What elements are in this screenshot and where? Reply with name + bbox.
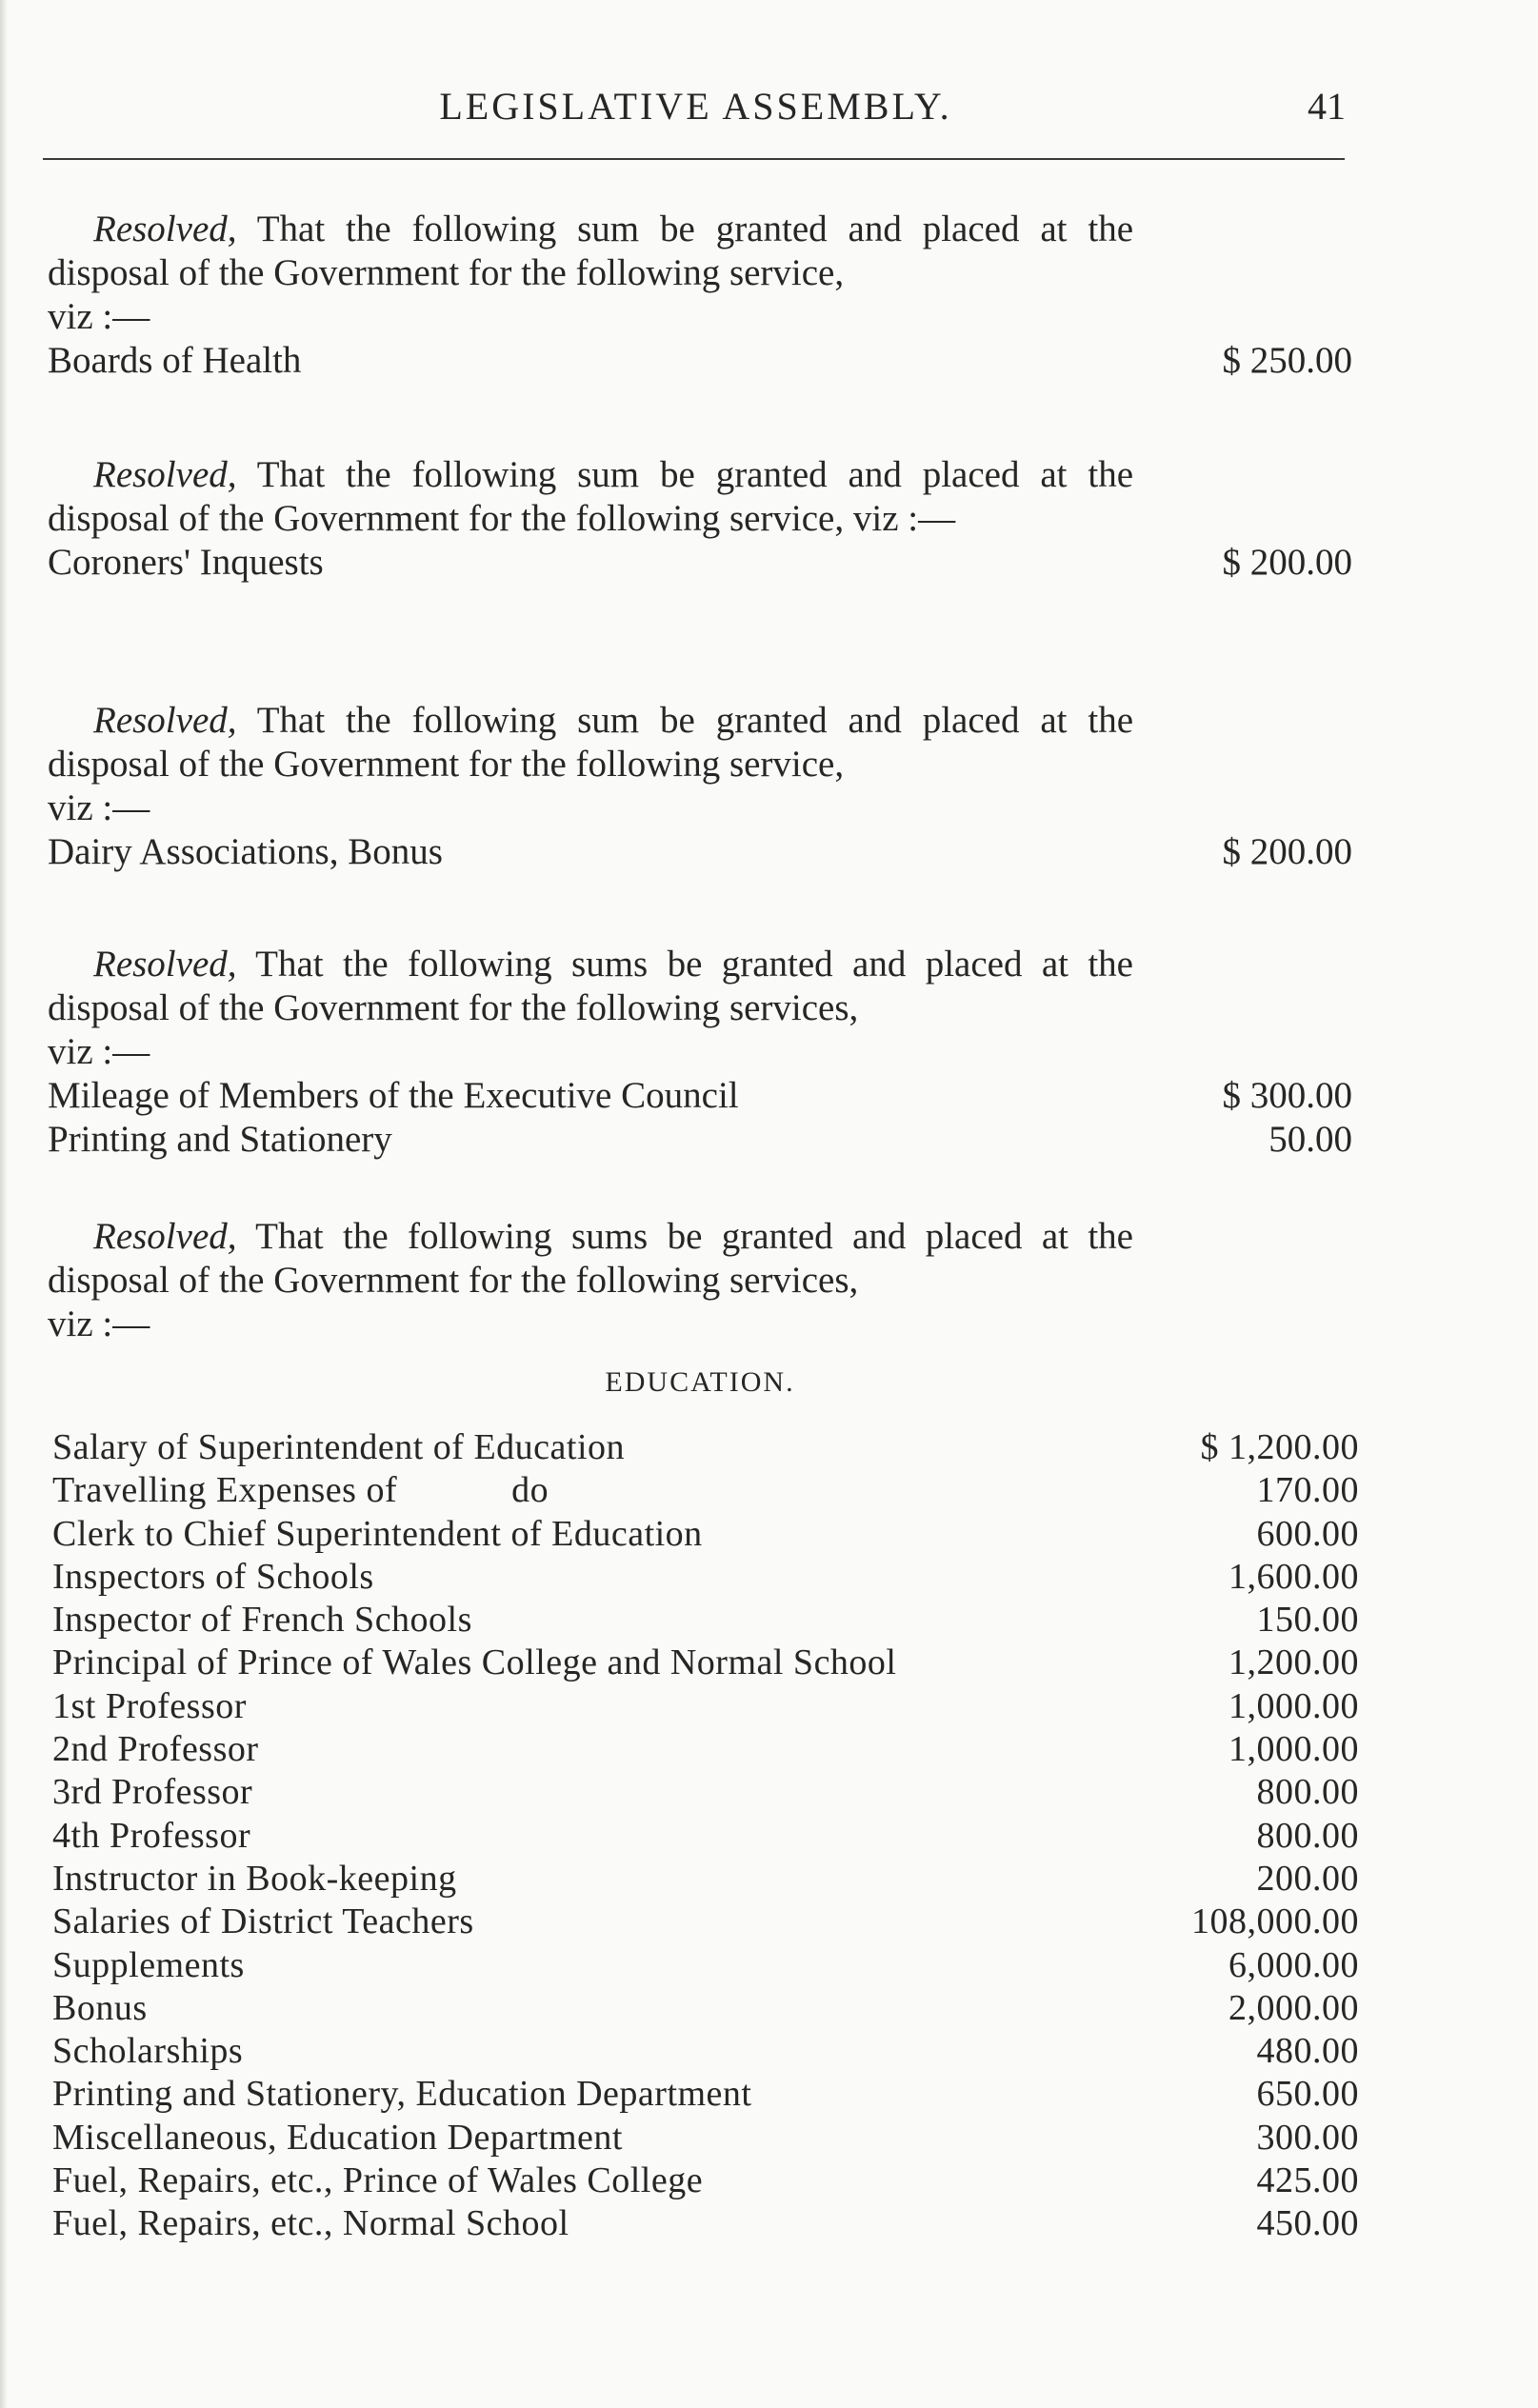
row-amount: $ 1,200.00 bbox=[1200, 1427, 1359, 1467]
item-label: Dairy Associations, Bonus bbox=[48, 831, 443, 872]
table-row bbox=[52, 1556, 1359, 1599]
item-amount: $ 250.00 bbox=[1222, 340, 1352, 381]
table-row bbox=[52, 2159, 1359, 2202]
resolution-2 bbox=[48, 453, 1352, 585]
row-amount: 425.00 bbox=[1256, 2160, 1359, 2201]
row-label: Printing and Stationery, Education Department bbox=[52, 2074, 752, 2115]
row-label: Scholarships bbox=[52, 2031, 244, 2072]
row-label: Salaries of District Teachers bbox=[52, 1901, 474, 1942]
row-label: Inspectors of Schools bbox=[52, 1556, 374, 1597]
table-row bbox=[52, 1987, 1359, 2030]
row-label: 1st Professor bbox=[52, 1685, 247, 1726]
row-amount: 300.00 bbox=[1256, 2117, 1359, 2158]
row-amount: 2,000.00 bbox=[1228, 1987, 1359, 2028]
row-label: Bonus bbox=[52, 1987, 148, 2028]
row-label: 3rd Professor bbox=[52, 1772, 253, 1813]
row-label: Fuel, Repairs, etc., Normal School bbox=[52, 2203, 569, 2244]
resolved-label: Resolved, bbox=[93, 944, 237, 985]
appropriation-item bbox=[48, 541, 1352, 585]
education-table bbox=[52, 1426, 1359, 2246]
appropriation-item bbox=[48, 1118, 1352, 1162]
row-amount: 1,000.00 bbox=[1228, 1729, 1359, 1770]
row-label: Fuel, Repairs, etc., Prince of Wales College bbox=[52, 2160, 704, 2201]
table-row bbox=[52, 1901, 1359, 1943]
row-amount: 1,000.00 bbox=[1228, 1685, 1359, 1726]
row-label: Travelling Expenses of do bbox=[52, 1470, 549, 1511]
row-label: Principal of Prince of Wales College and Normal School bbox=[52, 1642, 897, 1683]
table-row bbox=[52, 2073, 1359, 2116]
resolution-text bbox=[48, 943, 1133, 1074]
resolution-text bbox=[48, 208, 1133, 339]
row-amount: 800.00 bbox=[1256, 1815, 1359, 1856]
resolution-viz: viz :— bbox=[48, 787, 150, 828]
table-row bbox=[52, 1469, 1359, 1512]
resolution-viz: viz :— bbox=[48, 1304, 150, 1344]
row-label: Supplements bbox=[52, 1944, 245, 1985]
row-label: 2nd Professor bbox=[52, 1729, 259, 1770]
resolution-5 bbox=[48, 1215, 1352, 1346]
appropriation-item bbox=[48, 1074, 1352, 1118]
table-row bbox=[52, 2202, 1359, 2245]
item-label: Coroners' Inquests bbox=[48, 542, 324, 583]
item-amount: $ 300.00 bbox=[1222, 1075, 1352, 1116]
table-row bbox=[52, 2030, 1359, 2073]
row-label: Inspector of French Schools bbox=[52, 1600, 472, 1641]
item-amount: $ 200.00 bbox=[1222, 542, 1352, 583]
item-label: Mileage of Members of the Executive Council bbox=[48, 1075, 739, 1116]
resolved-label: Resolved, bbox=[93, 209, 237, 249]
appropriation-item bbox=[48, 830, 1352, 874]
resolution-viz: viz :— bbox=[48, 296, 150, 337]
resolution-text bbox=[48, 699, 1133, 830]
page-edge-shadow bbox=[0, 0, 8, 2408]
section-heading-education bbox=[0, 1366, 1400, 1399]
resolved-label: Resolved, bbox=[93, 700, 237, 741]
page-number: 41 bbox=[1308, 85, 1346, 128]
row-amount: 600.00 bbox=[1256, 1513, 1359, 1554]
row-amount: 650.00 bbox=[1256, 2074, 1359, 2115]
item-label: Printing and Stationery bbox=[48, 1119, 392, 1160]
table-row bbox=[52, 1858, 1359, 1901]
row-label: Miscellaneous, Education Department bbox=[52, 2117, 623, 2158]
row-amount: 1,600.00 bbox=[1228, 1556, 1359, 1597]
table-row bbox=[52, 1944, 1359, 1987]
table-row bbox=[52, 1426, 1359, 1469]
resolution-1 bbox=[48, 208, 1352, 383]
row-amount: 1,200.00 bbox=[1228, 1642, 1359, 1683]
resolution-body: That the following sums be granted and placed at the disposal of the Government for the following services, bbox=[48, 944, 1133, 1028]
resolution-3 bbox=[48, 699, 1352, 874]
resolution-text bbox=[48, 1215, 1133, 1346]
row-amount: 6,000.00 bbox=[1228, 1944, 1359, 1985]
item-amount: 50.00 bbox=[1268, 1119, 1352, 1160]
table-row bbox=[52, 1815, 1359, 1858]
resolution-body: That the following sum be granted and placed at the disposal of the Government for the following service, bbox=[48, 209, 1134, 293]
row-amount: 108,000.00 bbox=[1191, 1901, 1359, 1942]
row-amount: 480.00 bbox=[1256, 2031, 1359, 2072]
resolved-label: Resolved, bbox=[93, 1216, 237, 1257]
page-header bbox=[46, 84, 1346, 131]
row-label: Instructor in Book-keeping bbox=[52, 1858, 457, 1899]
resolution-viz: viz :— bbox=[48, 1031, 150, 1072]
row-amount: 450.00 bbox=[1256, 2203, 1359, 2244]
appropriation-item bbox=[48, 339, 1352, 383]
table-row bbox=[52, 1599, 1359, 1642]
table-row bbox=[52, 1642, 1359, 1684]
row-amount: 170.00 bbox=[1256, 1470, 1359, 1511]
resolution-4 bbox=[48, 943, 1352, 1162]
table-row bbox=[52, 1771, 1359, 1814]
row-amount: 150.00 bbox=[1256, 1600, 1359, 1641]
item-label: Boards of Health bbox=[48, 340, 302, 381]
table-row bbox=[52, 1513, 1359, 1556]
resolution-body: That the following sums be granted and placed at the disposal of the Government for the following services, bbox=[48, 1216, 1133, 1301]
table-row bbox=[52, 1685, 1359, 1728]
row-amount: 200.00 bbox=[1256, 1858, 1359, 1899]
page-title: LEGISLATIVE ASSEMBLY. bbox=[439, 85, 952, 128]
row-label: 4th Professor bbox=[52, 1815, 251, 1856]
resolved-label: Resolved, bbox=[93, 454, 237, 495]
resolution-body: That the following sum be granted and placed at the disposal of the Government for the following service, bbox=[48, 700, 1134, 785]
item-amount: $ 200.00 bbox=[1222, 831, 1352, 872]
row-label: Clerk to Chief Superintendent of Education bbox=[52, 1513, 703, 1554]
resolution-body: That the following sum be granted and placed at the disposal of the Government for the following service, viz :— bbox=[48, 454, 1134, 539]
table-row bbox=[52, 2117, 1359, 2159]
row-label: Salary of Superintendent of Education bbox=[52, 1427, 626, 1467]
resolution-text bbox=[48, 453, 1133, 541]
table-row bbox=[52, 1728, 1359, 1771]
row-amount: 800.00 bbox=[1256, 1772, 1359, 1813]
header-rule bbox=[43, 158, 1345, 160]
section-heading-text: EDUCATION. bbox=[605, 1366, 795, 1398]
